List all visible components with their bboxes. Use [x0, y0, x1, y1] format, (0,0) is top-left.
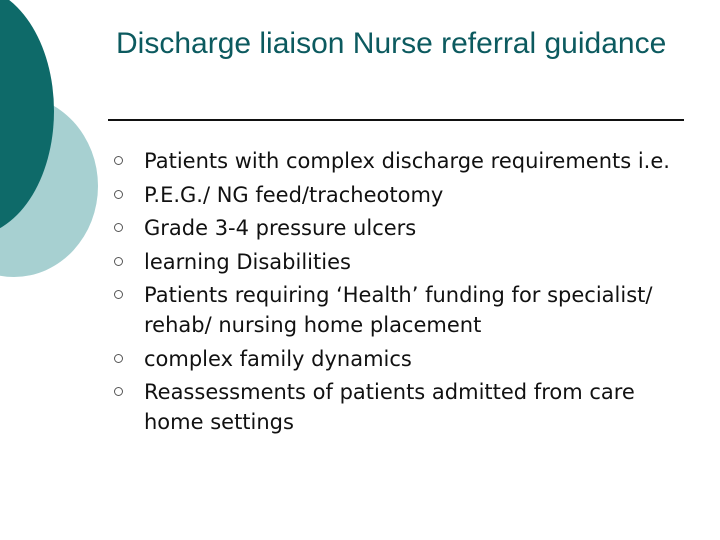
bullet-text: learning Disabilities — [144, 249, 351, 274]
hollow-circle-bullet-icon — [114, 387, 123, 396]
slide-title: Discharge liaison Nurse referral guidance — [116, 27, 667, 60]
title-divider — [108, 119, 684, 121]
hollow-circle-bullet-icon — [114, 290, 123, 299]
bullet-text: complex family dynamics — [144, 346, 412, 371]
bullet-item — [112, 247, 682, 277]
bullet-item — [112, 180, 682, 210]
bullet-item — [112, 377, 682, 437]
bullet-item — [112, 213, 682, 243]
hollow-circle-bullet-icon — [114, 257, 123, 266]
bullet-text: Patients with complex discharge requirements i.e. — [144, 149, 670, 173]
bullet-text: Patients requiring ‘Health’ funding for specialist/ rehab/ nursing home placement — [144, 283, 653, 337]
bullet-text: Reassessments of patients admitted from care home settings — [144, 380, 635, 434]
hollow-circle-bullet-icon — [114, 156, 123, 165]
bullet-item — [112, 280, 682, 340]
bullet-text: Grade 3-4 pressure ulcers — [144, 216, 417, 240]
bullet-list — [112, 146, 682, 441]
bullet-text: P.E.G./ NG feed/tracheotomy — [144, 182, 444, 207]
hollow-circle-bullet-icon — [114, 223, 123, 232]
bullet-item — [112, 146, 682, 176]
hollow-circle-bullet-icon — [114, 190, 123, 199]
hollow-circle-bullet-icon — [114, 354, 123, 363]
bullet-item — [112, 344, 682, 374]
